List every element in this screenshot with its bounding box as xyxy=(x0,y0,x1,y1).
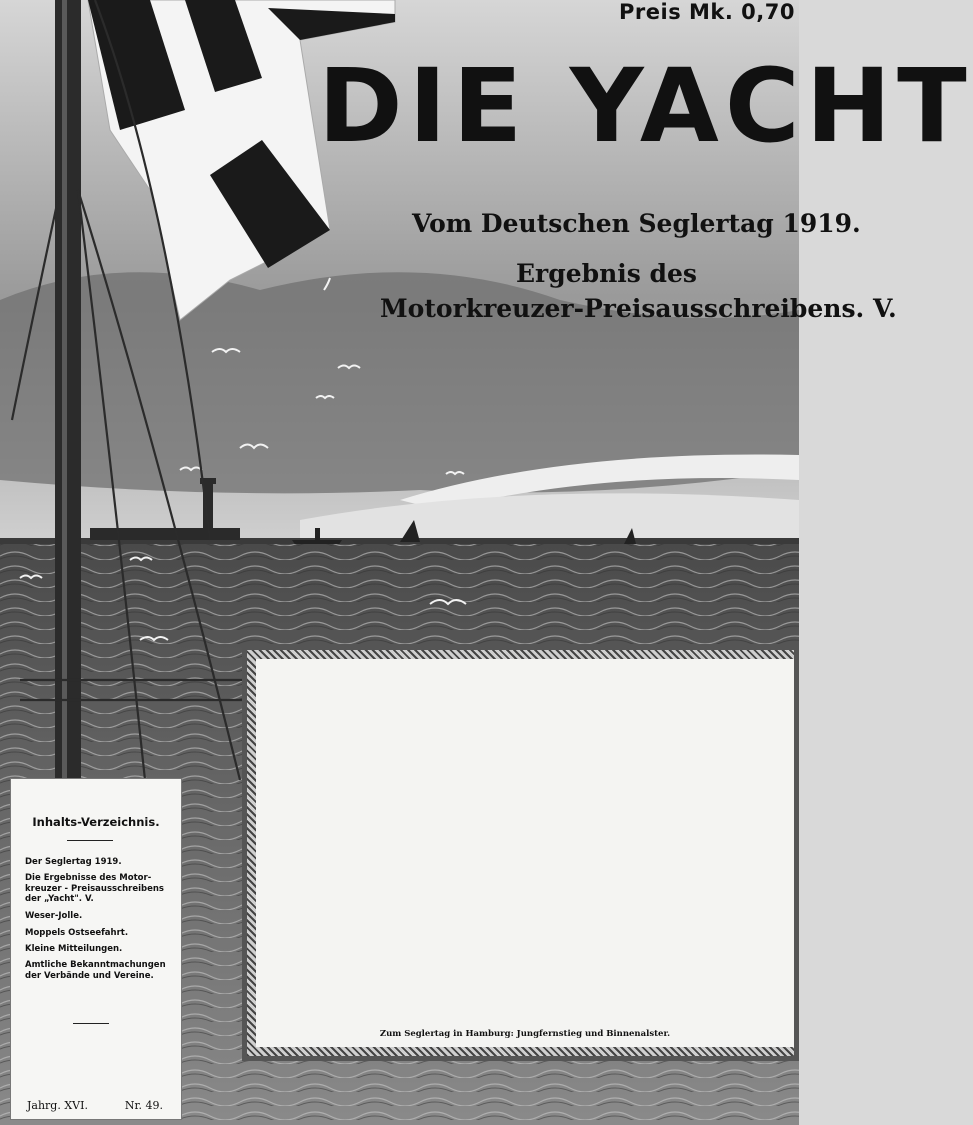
masthead-title: DIE YACHT xyxy=(318,47,973,166)
mast-highlight xyxy=(62,0,67,790)
toc-title: Inhalts-Verzeichnis. xyxy=(32,815,160,829)
mast xyxy=(55,0,81,790)
headline-motorkreuzer: Motorkreuzer-Preisausschreibens. V. xyxy=(380,294,897,323)
toc-item[interactable]: Amtliche Bekanntmachungen der Verbände und Vereine. xyxy=(25,960,166,981)
photo-mat xyxy=(256,659,794,1047)
toc-divider xyxy=(67,840,113,841)
photo-caption: Zum Seglertag in Hamburg: Jungfernstieg und Binnenalster. xyxy=(379,1029,671,1039)
toc-item[interactable]: Der Seglertag 1919. xyxy=(25,857,122,867)
toc-item[interactable]: Die Ergebnisse des Motor- kreuzer - Preisausschreibens der „Yacht". V. xyxy=(25,873,164,904)
steamer-funnel xyxy=(315,528,320,540)
photo-frame xyxy=(242,645,799,1061)
toc-item[interactable]: Kleine Mitteilungen. xyxy=(25,944,123,954)
price-label: Preis Mk. 0,70 xyxy=(619,0,795,24)
toc-item[interactable]: Weser-Jolle. xyxy=(25,911,83,921)
issue-number: Nr. 49. xyxy=(124,1099,163,1112)
headline-ergebnis: Ergebnis des xyxy=(516,259,698,288)
volume-label: Jahrg. XVI. xyxy=(27,1099,88,1112)
toc-divider xyxy=(73,1023,109,1024)
breakwater xyxy=(90,528,240,540)
table-of-contents xyxy=(10,778,182,1120)
toc-item[interactable]: Moppels Ostseefahrt. xyxy=(25,928,129,938)
headline-seglertag: Vom Deutschen Seglertag 1919. xyxy=(412,209,861,238)
